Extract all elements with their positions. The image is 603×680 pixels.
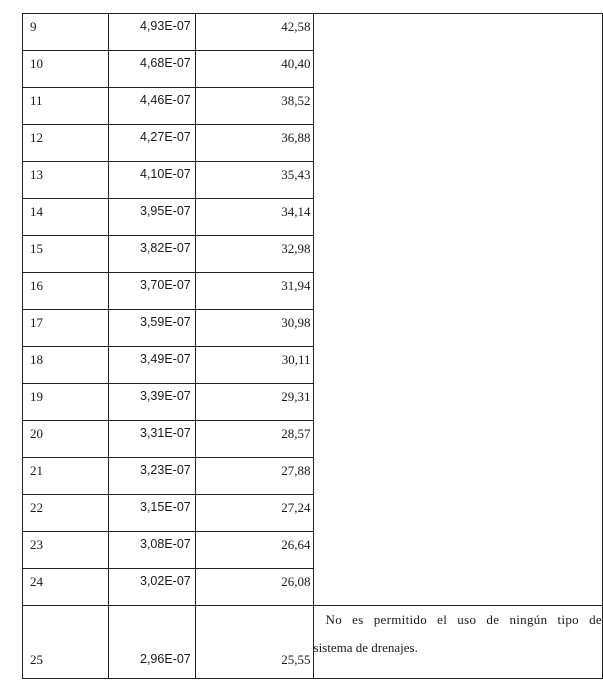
row-number: 24 [30, 574, 43, 589]
decimal-value: 30,98 [281, 315, 311, 330]
decimal-value: 34,14 [281, 204, 311, 219]
scientific-value: 4,27E-07 [140, 130, 191, 144]
row-number: 14 [30, 204, 43, 219]
scientific-value: 3,31E-07 [140, 426, 191, 440]
decimal-value: 26,64 [281, 537, 311, 552]
row-number: 19 [30, 389, 43, 404]
decimal-value: 36,88 [281, 130, 311, 145]
decimal-value: 27,24 [281, 500, 311, 515]
note-line-1: No es permitido el uso de ningún tipo de [325, 612, 602, 627]
scientific-value: 3,08E-07 [140, 537, 191, 551]
row-number: 25 [30, 652, 43, 667]
scientific-value: 4,93E-07 [140, 19, 191, 33]
blank-cell [313, 14, 602, 606]
scientific-value: 3,82E-07 [140, 241, 191, 255]
scientific-value: 4,46E-07 [140, 93, 191, 107]
decimal-value: 27,88 [281, 463, 311, 478]
scientific-value: 3,39E-07 [140, 389, 191, 403]
row-number: 17 [30, 315, 43, 330]
row-number: 11 [30, 93, 43, 108]
decimal-value: 29,31 [281, 389, 311, 404]
scientific-value: 3,23E-07 [140, 463, 191, 477]
scientific-value: 2,96E-07 [140, 652, 191, 666]
row-number: 18 [30, 352, 43, 367]
decimal-value: 38,52 [281, 93, 311, 108]
decimal-value: 32,98 [281, 241, 311, 256]
row-number: 23 [30, 537, 43, 552]
row-number: 20 [30, 426, 43, 441]
row-number: 22 [30, 500, 43, 515]
table-row [23, 606, 603, 679]
scientific-value: 3,70E-07 [140, 278, 191, 292]
decimal-value: 30,11 [281, 352, 311, 367]
decimal-value: 25,55 [281, 652, 311, 667]
row-number: 15 [30, 241, 43, 256]
scientific-value: 3,15E-07 [140, 500, 191, 514]
decimal-value: 35,43 [281, 167, 311, 182]
row-number: 9 [30, 19, 37, 34]
row-number: 13 [30, 167, 43, 182]
decimal-value: 40,40 [281, 56, 311, 71]
decimal-value: 42,58 [281, 19, 311, 34]
scientific-value: 3,02E-07 [140, 574, 191, 588]
note-line-2: sistema de drenajes. [313, 640, 418, 655]
decimal-value: 28,57 [281, 426, 311, 441]
scientific-value: 4,68E-07 [140, 56, 191, 70]
row-number: 10 [30, 56, 43, 71]
scientific-value: 4,10E-07 [140, 167, 191, 181]
scientific-value: 3,95E-07 [140, 204, 191, 218]
data-table [22, 13, 603, 679]
table-body [23, 14, 603, 679]
decimal-value: 31,94 [281, 278, 311, 293]
table-row [23, 14, 603, 51]
scientific-value: 3,59E-07 [140, 315, 191, 329]
decimal-value: 26,08 [281, 574, 311, 589]
row-number: 12 [30, 130, 43, 145]
note-cell [313, 606, 602, 679]
row-number: 16 [30, 278, 43, 293]
scientific-value: 3,49E-07 [140, 352, 191, 366]
row-number: 21 [30, 463, 43, 478]
